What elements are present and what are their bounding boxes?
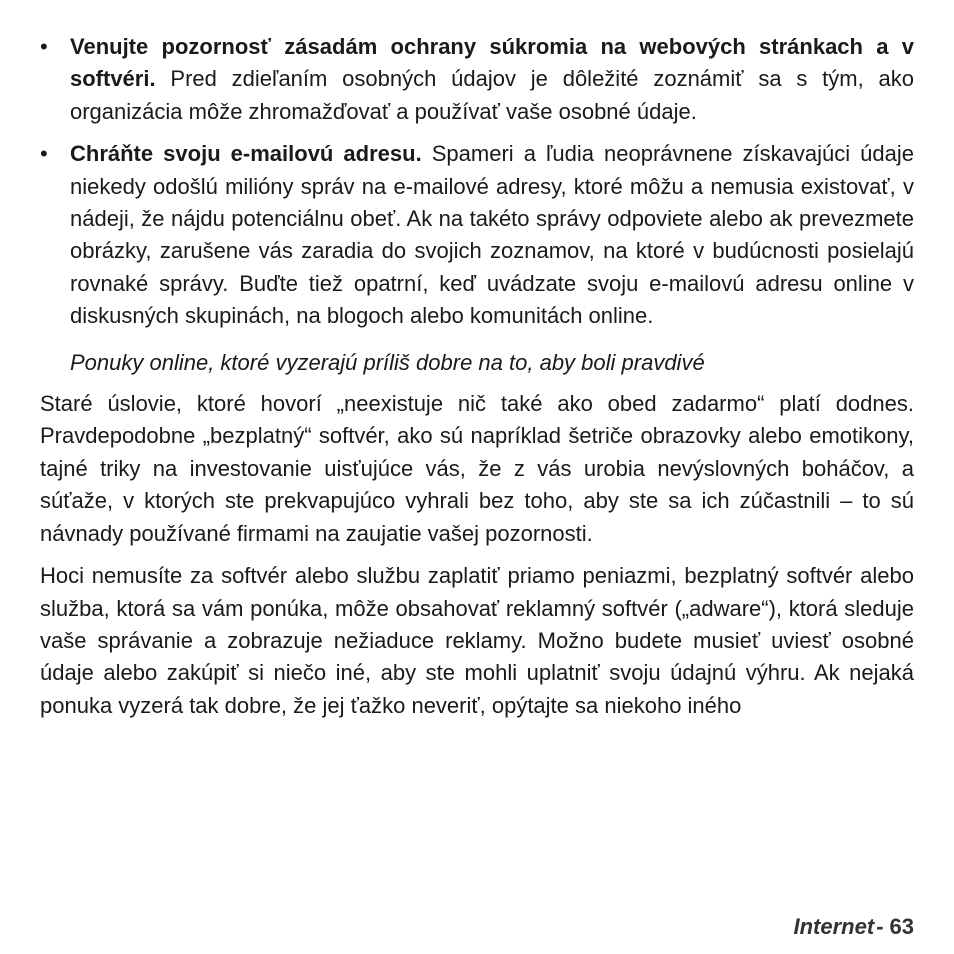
bullet-body-text: Spameri a ľudia neoprávnene získavajúci údaje niekedy odošlú milióny správ na e-mailové adresy, ktoré môžu a nemusia existovať, v nádeji, že nájdu potenciálnu obeť. Ak na takéto správy odpoviete alebo ak prevezmete obrázky, zarušene vás zaradia do svojich zoznamov, na ktoré v budúcnosti posielajú rovnaké správy. Buďte tiež opatrní, keď uvádzate svoju e-mailovú adresu online v diskusných skupinách, na blogoch alebo komunitách online.	[70, 141, 915, 329]
bullet-marker: •	[40, 34, 48, 59]
body-paragraph: Staré úslovie, ktoré hovorí „neexistuje nič také ako obed zadarmo“ platí dodnes. Pravdepodobne „bezplatný“ softvér, ako sú napríklad šetriče obrazovky alebo emotikony, tajné triky na investovanie uisťujúce vás, že z vás urobia nevýslovných boháčov, a súťaže, v ktorých ste prekvapujúco vyhrali bez toho, aby ste sa ich zúčastnili – to sú návnady používané firmami na zaujatie vašej pozornosti.	[40, 391, 914, 546]
page-number: 63	[889, 914, 914, 939]
section-subheading: Ponuky online, ktoré vyzerajú príliš dobre na to, aby boli pravdivé	[70, 349, 705, 375]
bullet-lead-bold: Chráňte svoju e-mailovú adresu.	[70, 141, 422, 167]
body-paragraph: Hoci nemusíte za softvér alebo službu zaplatiť priamo peniazmi, bezplatný softvér alebo služba, ktorá sa vám ponúka, môže obsahovať reklamný softvér („adware“), ktorá sleduje vaše správanie a zobrazuje nežiaduce reklamy. Možno budete musieť uviesť osobné údaje alebo zakúpiť si niečo iné, aby ste mohli uplatniť svoju údajnú výhru. Ak nejaká ponuka vyzerá tak dobre, že jej ťažko neveriť, opýtajte sa niekoho iného	[40, 563, 914, 718]
footer-separator: -	[876, 914, 884, 939]
bullet-lead-bold: Venujte pozornosť zásadám ochrany súkromia na webových stránkach a v softvéri.	[70, 34, 914, 92]
bullet-marker: •	[40, 141, 48, 167]
bullet-list	[40, 31, 914, 333]
bullet-body-text: Pred zdieľaním osobných údajov je dôležité zoznámiť sa s tým, ako organizácia môže zhromažďovať a používať vaše osobné údaje.	[70, 66, 914, 124]
list-item	[40, 138, 914, 332]
list-item	[40, 31, 914, 128]
footer-section-name: Internet	[793, 914, 875, 939]
page-footer	[794, 914, 915, 940]
document-page	[40, 31, 914, 732]
